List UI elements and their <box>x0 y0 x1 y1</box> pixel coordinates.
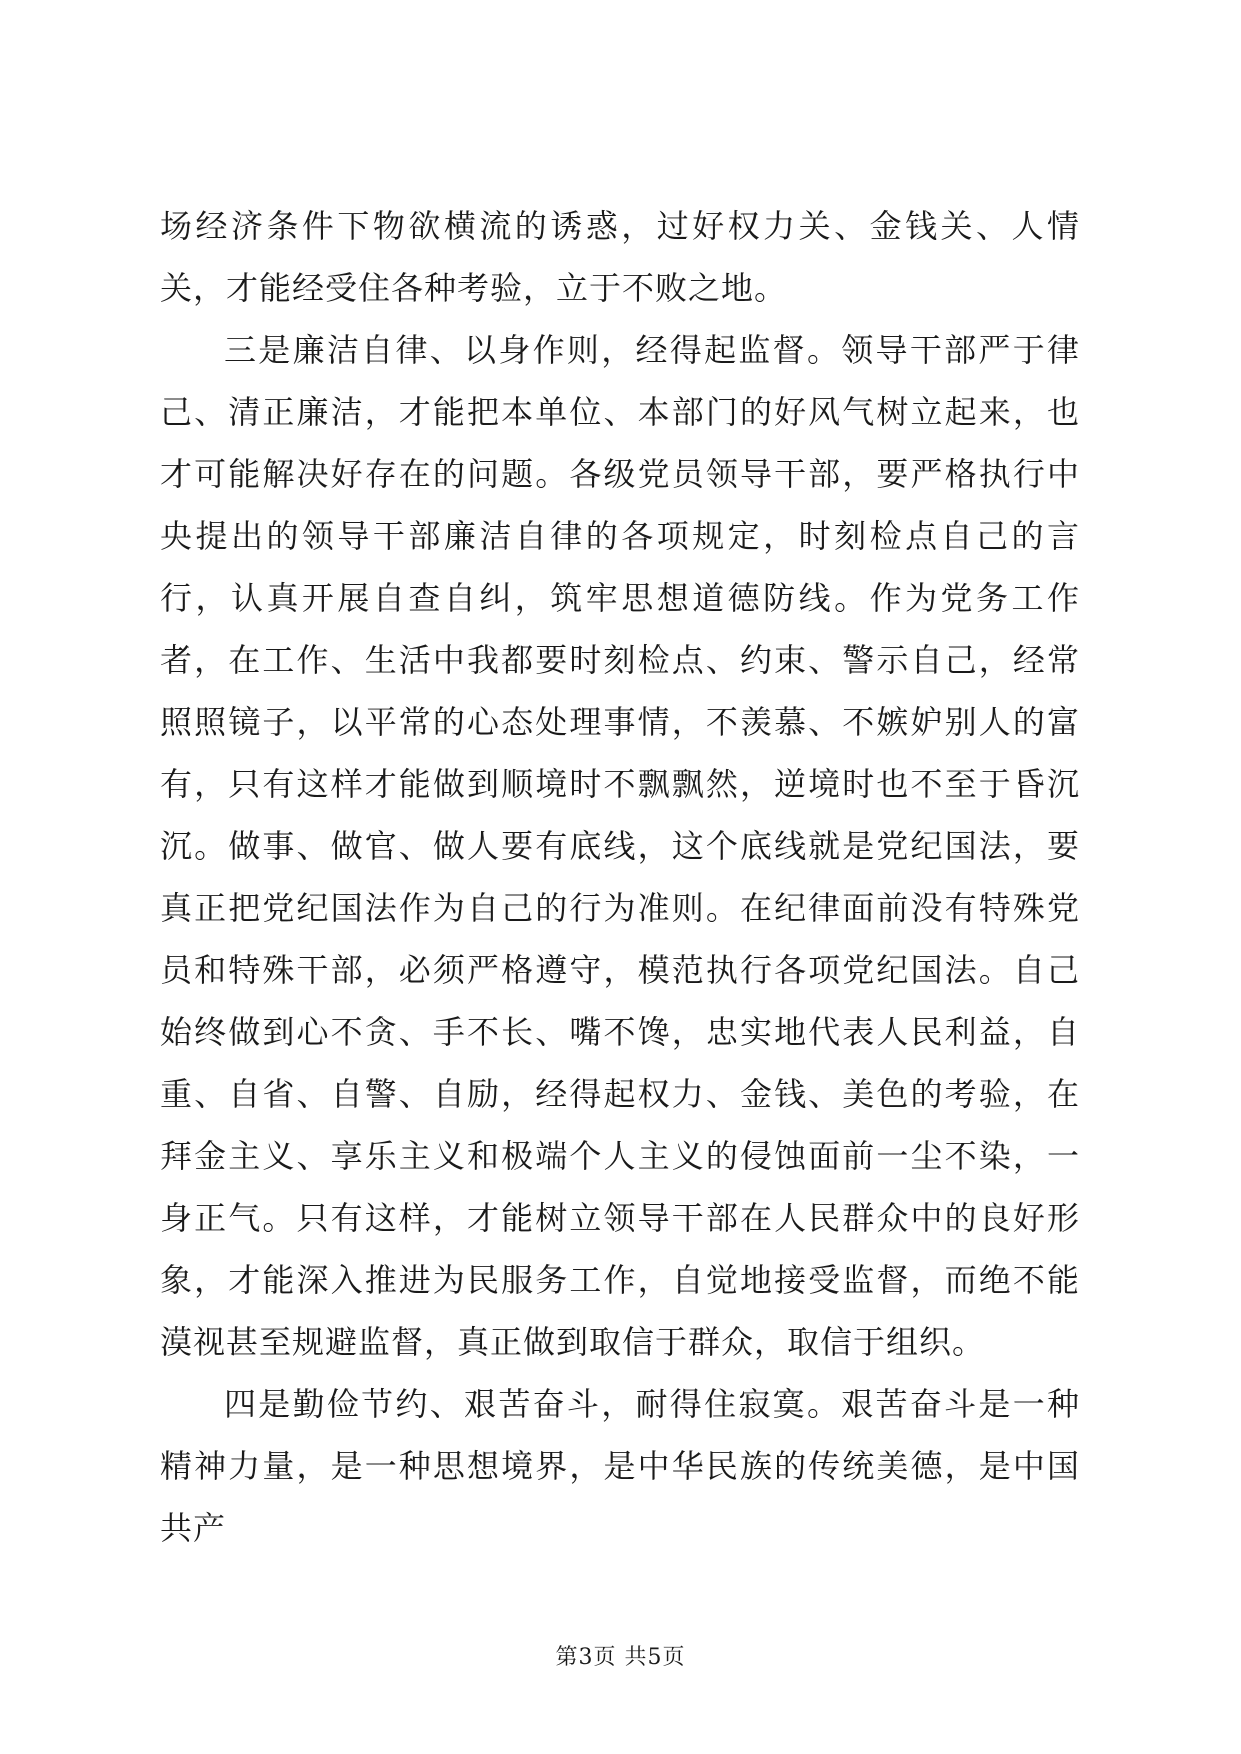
page-footer: 第3页 共5页 <box>555 1645 686 1670</box>
paragraph-2: 三是廉洁自律、以身作则，经得起监督。领导干部严于律己、清正廉洁，才能把本单位、本部门的好风气树立起来，也才可能解决好存在的问题。各级党员领导干部，要严格执行中央提出的领导干部廉洁自律的各项规定，时刻检点自己的言行，认真开展自查自纠，筑牢思想道德防线。作为党务工作者，在工作、生活中我都要时刻检点、约束、警示自己，经常照照镜子，以平常的心态处理事情，不羡慕、不嫉妒别人的富有，只有这样才能做到顺境时不飘飘然，逆境时也不至于昏沉沉。做事、做官、做人要有底线，这个底线就是党纪国法，要真正把党纪国法作为自己的行为准则。在纪律面前没有特殊党员和特殊干部，必须严格遵守，模范执行各项党纪国法。自己始终做到心不贪、手不长、嘴不馋，忠实地代表人民利益，自重、自省、自警、自励，经得起权力、金钱、美色的考验，在拜金主义、享乐主义和极端个人主义的侵蚀面前一尘不染，一身正气。只有这样，才能树立领导干部在人民群众中的良好形象，才能深入推进为民服务工作，自觉地接受监督，而绝不能漠视甚至规避监督，真正做到取信于群众，取信于组织。 <box>160 331 1080 1361</box>
paragraph-1: 场经济条件下物欲横流的诱惑，过好权力关、金钱关、人情关，才能经受住各种考验，立于不败之地。 <box>160 207 1080 307</box>
paragraph-3: 四是勤俭节约、艰苦奋斗，耐得住寂寞。艰苦奋斗是一种精神力量，是一种思想境界，是中华民族的传统美德，是中国共产 <box>160 1385 1080 1547</box>
body-text <box>160 195 1080 1559</box>
